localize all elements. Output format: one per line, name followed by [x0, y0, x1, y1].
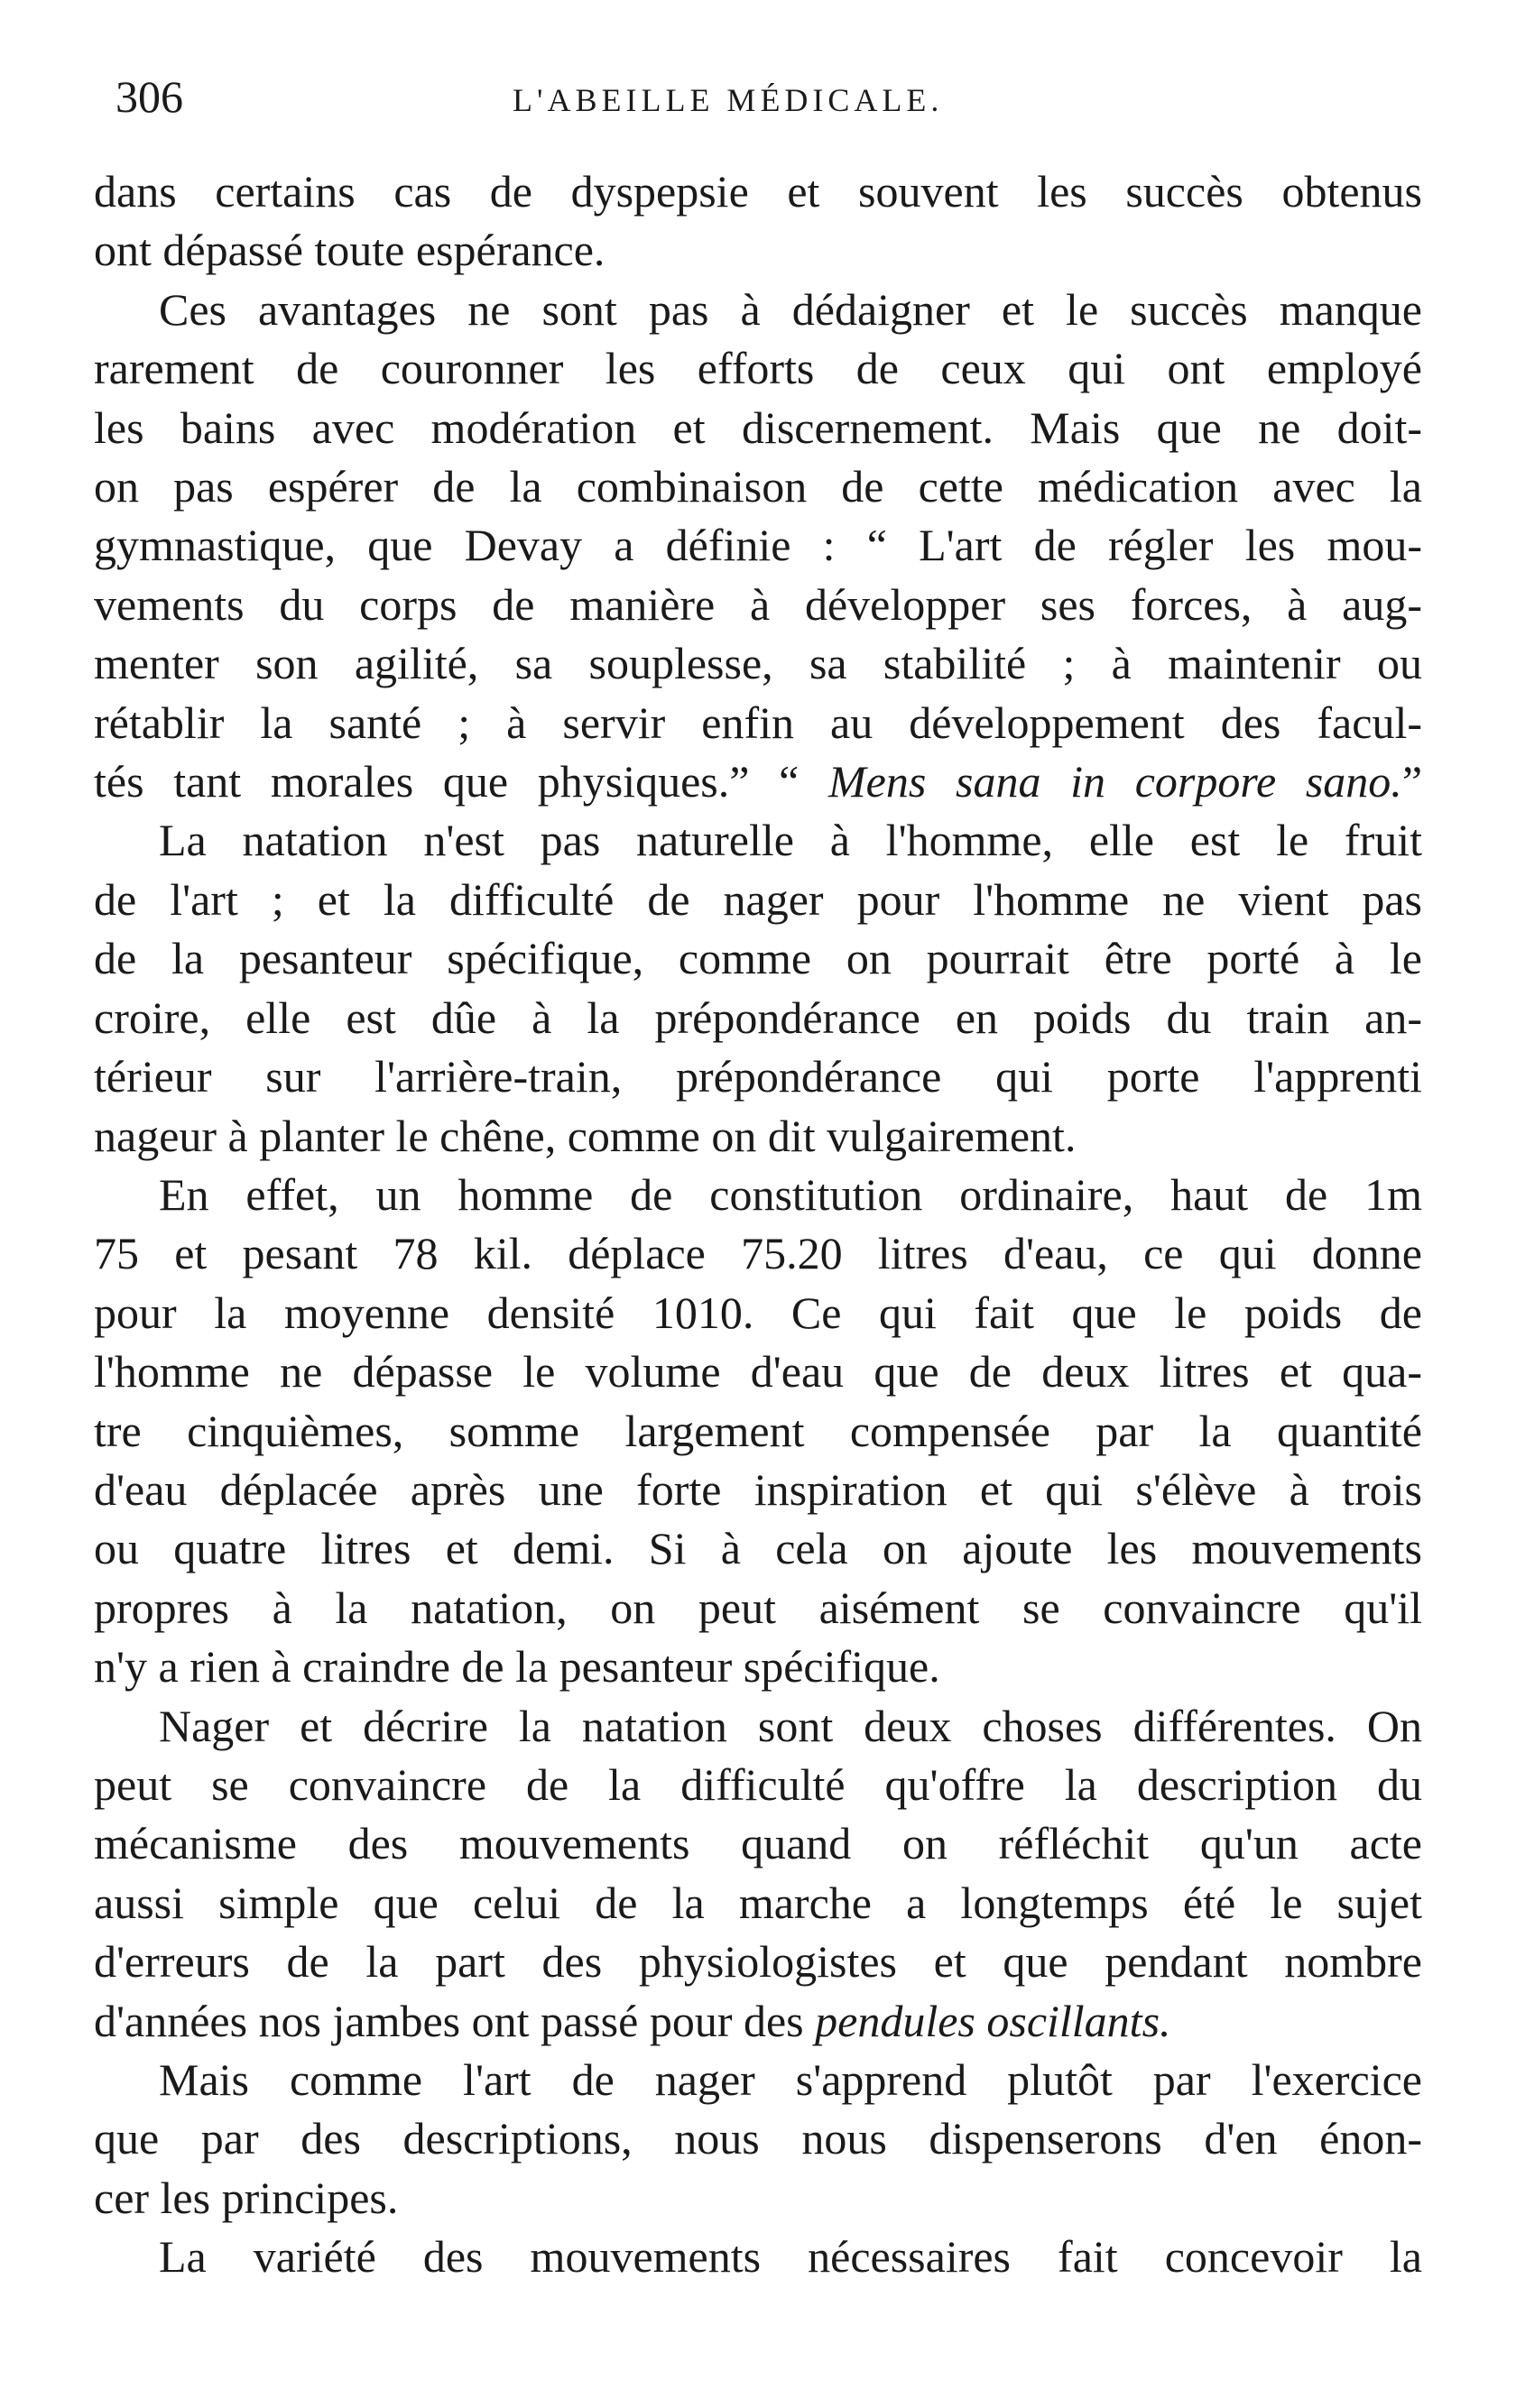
body-text [94, 162, 1422, 2287]
text-line: aussi simple que celui de la marche a longtemps été le sujet [94, 1877, 1422, 1928]
page-number: 306 [116, 71, 183, 122]
text-line: menter son agilité, sa souplesse, sa stabilité ; à maintenir ou [94, 638, 1422, 689]
text-line: térieur sur l'arrière-train, prépondérance qui porte l'apprenti [94, 1051, 1422, 1103]
paragraph [94, 2228, 1422, 2286]
text-line: tés tant morales que physiques.” “ Mens sana in corpore sano.” [94, 756, 1423, 807]
text-line: n'y a rien à craindre de la pesanteur spécifique. [94, 1641, 940, 1693]
page-header [116, 65, 1424, 128]
running-head: L'ABEILLE MÉDICALE. [513, 82, 944, 118]
text-line: de la pesanteur spécifique, comme on pourrait être porté à le [94, 933, 1422, 984]
text-line: vements du corps de manière à développer ses forces, à aug- [94, 578, 1422, 630]
text-line: mécanisme des mouvements quand on réfléchit qu'un acte [94, 1818, 1422, 1869]
paragraph [94, 281, 1422, 812]
text-line: dans certains cas de dyspepsie et souvent les succès obtenus [94, 166, 1422, 217]
text-line: d'années nos jambes ont passé pour des pendules oscillants. [94, 1995, 1171, 2046]
text-line: peut se convaincre de la difficulté qu'offre la description du [94, 1758, 1422, 1810]
paragraph [94, 1166, 1422, 1697]
text-line: cer les principes. [94, 2172, 399, 2223]
text-line: pour la moyenne densité 1010. Ce qui fait que le poids de [94, 1287, 1422, 1338]
text-line: En effet, un homme de constitution ordinaire, haut de 1m [159, 1168, 1422, 1220]
text-line: tre cinquièmes, somme largement compensée par la quantité [94, 1405, 1422, 1456]
text-line: ont dépassé toute espérance. [94, 225, 605, 276]
text-line: Ces avantages ne sont pas à dédaigner et le succès manque [159, 283, 1422, 335]
text-line: nageur à planter le chêne, comme on dit vulgairement. [94, 1110, 1077, 1161]
text-line: de l'art ; et la difficulté de nager pour l'homme ne vient pas [94, 873, 1422, 925]
text-line: rarement de couronner les efforts de ceux qui ont employé [94, 343, 1422, 394]
text-line: les bains avec modération et discernement. Mais que ne doit- [94, 401, 1422, 453]
text-line: l'homme ne dépasse le volume d'eau que de deux litres et qua- [94, 1346, 1422, 1398]
text-line: ou quatre litres et demi. Si à cela on ajoute les mouvements [94, 1523, 1422, 1574]
paragraph [94, 1697, 1422, 2051]
text-line: d'eau déplacée après une forte inspiration et qui s'élève à trois [94, 1463, 1422, 1515]
text-line: propres à la natation, on peut aisément se convaincre qu'il [94, 1582, 1422, 1633]
paragraph [94, 162, 1422, 281]
text-line: que par des descriptions, nous nous dispenserons d'en énon- [94, 2113, 1422, 2164]
text-line: 75 et pesant 78 kil. déplace 75.20 litres d'eau, ce qui donne [94, 1228, 1422, 1279]
text-line: d'erreurs de la part des physiologistes et que pendant nombre [94, 1936, 1422, 1988]
text-line: Nager et décrire la natation sont deux choses différentes. On [159, 1700, 1422, 1751]
text-line: gymnastique, que Devay a définie : “ L'art de régler les mou- [94, 520, 1422, 571]
paragraph [94, 811, 1422, 1165]
text-line: La natation n'est pas naturelle à l'homme, elle est le fruit [159, 815, 1422, 866]
text-line: La variété des mouvements nécessaires fait concevoir la [159, 2231, 1422, 2283]
paragraph [94, 2051, 1422, 2228]
text-line: Mais comme l'art de nager s'apprend plutôt par l'exercice [159, 2054, 1422, 2105]
text-line: on pas espérer de la combinaison de cette médication avec la [94, 461, 1422, 512]
text-line: croire, elle est dûe à la prépondérance en poids du train an- [94, 992, 1422, 1043]
text-line: rétablir la santé ; à servir enfin au développement des facul- [94, 697, 1422, 748]
